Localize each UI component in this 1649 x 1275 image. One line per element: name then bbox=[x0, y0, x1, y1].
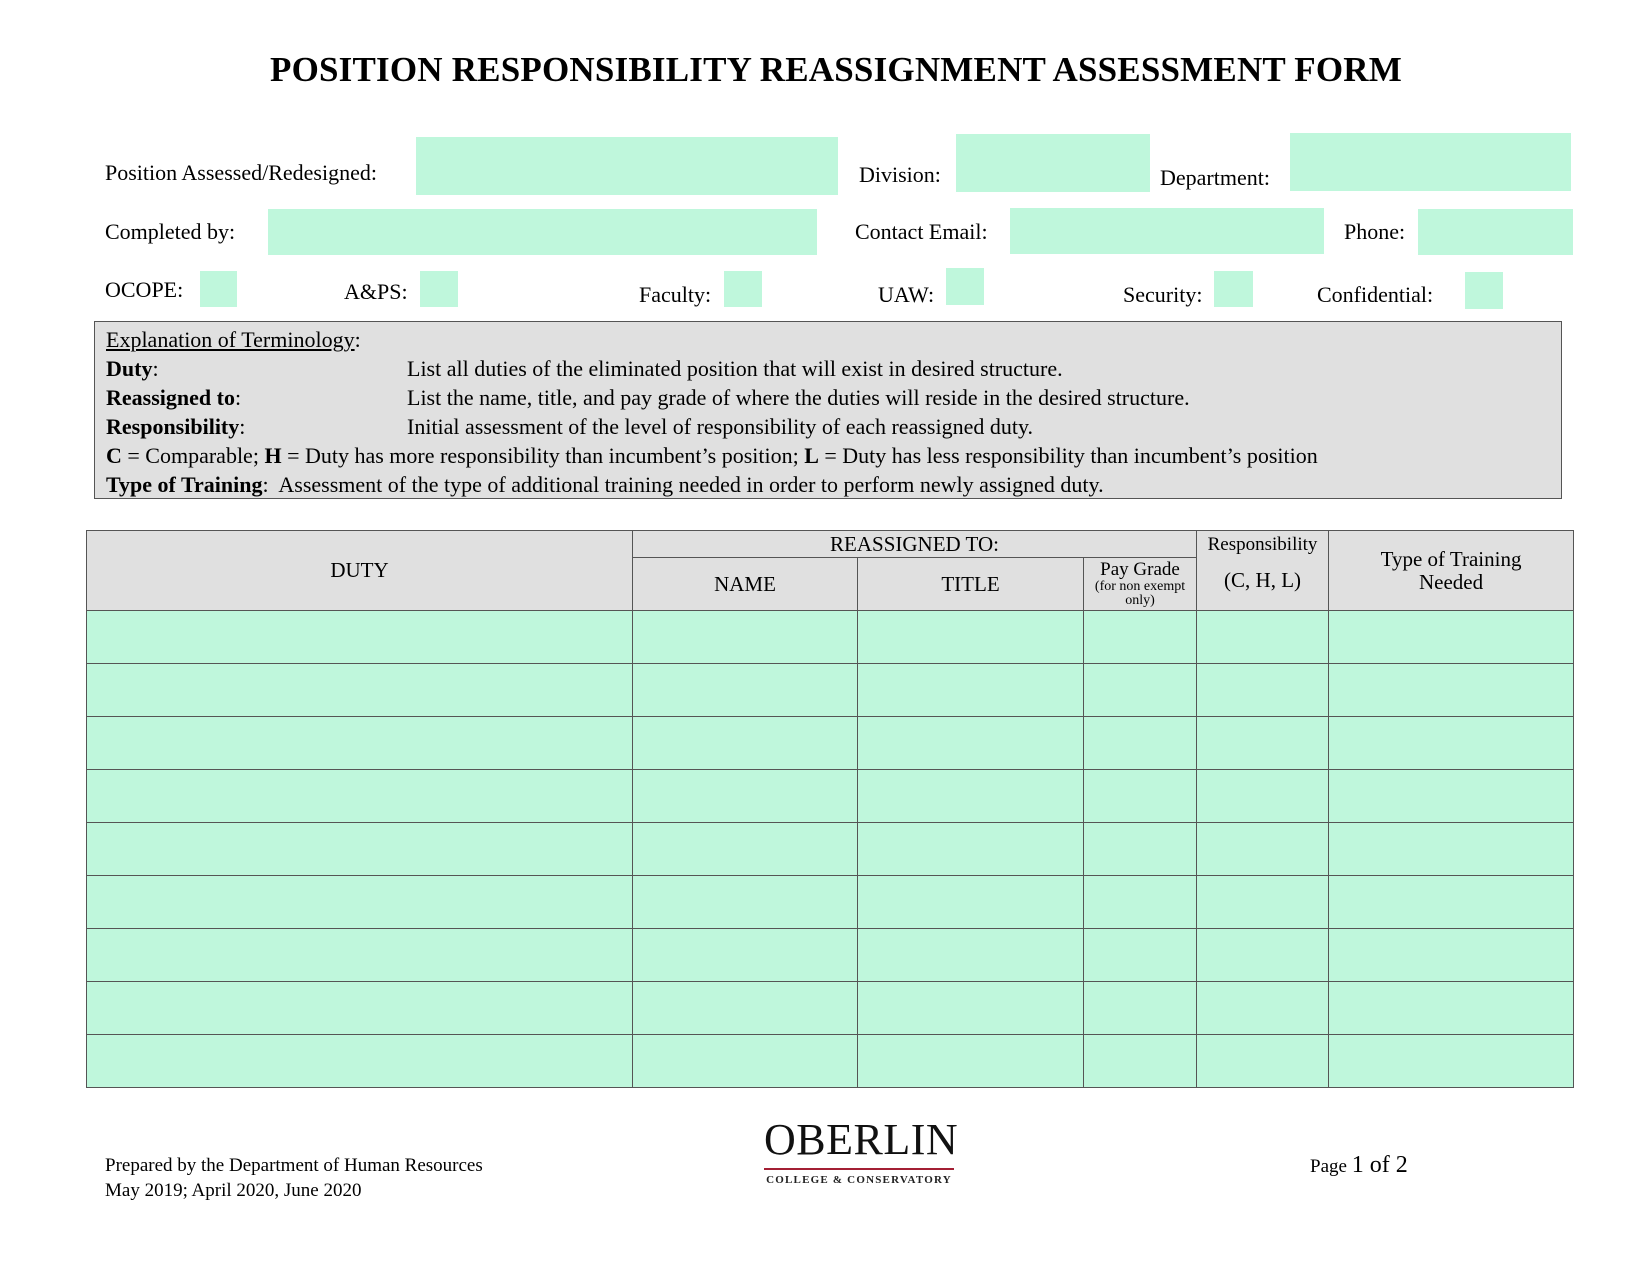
responsibility-cell[interactable] bbox=[1197, 770, 1329, 823]
pay-grade-cell[interactable] bbox=[1084, 1035, 1197, 1088]
pay-grade-cell[interactable] bbox=[1084, 770, 1197, 823]
table-row bbox=[87, 823, 1574, 876]
completed-by-field[interactable] bbox=[268, 209, 817, 255]
form-title: POSITION RESPONSIBILITY REASSIGNMENT ASSESSMENT FORM bbox=[269, 50, 1402, 89]
training-header: Type of Training Needed bbox=[1329, 531, 1574, 611]
title-cell[interactable] bbox=[858, 929, 1084, 982]
responsibility-term: Responsibility bbox=[106, 414, 240, 439]
duty-cell[interactable] bbox=[87, 929, 633, 982]
terminology-box: Explanation of Terminology: Duty: List all duties of the eliminated position that will exist in desired structure. Reassigned to: List the name, title, and pay grade of where the duties will reside in the desired structure. Responsibility: Initial assessment of the level of responsibility of each reassigned duty. C = Comparable; H = Duty has more responsibility than incumbent’s position; L = Duty has less responsibility than incumbent’s position Type of Training: Assessment of the type of additional training needed in order to perform newly assigned duty. bbox=[94, 321, 1562, 499]
training-cell[interactable] bbox=[1329, 1035, 1574, 1088]
training-definition: Assessment of the type of additional training needed in order to perform newly assigned duty. bbox=[278, 472, 1104, 497]
training-cell[interactable] bbox=[1329, 717, 1574, 770]
position-label: Position Assessed/Redesigned: bbox=[105, 160, 377, 185]
ocope-label: OCOPE: bbox=[105, 277, 184, 302]
name-cell[interactable] bbox=[633, 876, 858, 929]
confidential-checkbox[interactable] bbox=[1465, 272, 1503, 309]
completed-by-label: Completed by: bbox=[105, 219, 236, 244]
training-cell[interactable] bbox=[1329, 982, 1574, 1035]
training-cell[interactable] bbox=[1329, 664, 1574, 717]
uaw-label: UAW: bbox=[878, 282, 935, 307]
title-cell[interactable] bbox=[858, 1035, 1084, 1088]
table-row bbox=[87, 876, 1574, 929]
reassigned-header: REASSIGNED TO: bbox=[633, 531, 1197, 558]
pay-grade-cell[interactable] bbox=[1084, 982, 1197, 1035]
table-row bbox=[87, 1035, 1574, 1088]
training-cell[interactable] bbox=[1329, 823, 1574, 876]
department-label: Department: bbox=[1160, 165, 1270, 190]
name-cell[interactable] bbox=[633, 929, 858, 982]
oberlin-logo bbox=[764, 1114, 959, 1186]
revision-dates: May 2019; April 2020, June 2020 bbox=[105, 1180, 362, 1201]
faculty-checkbox[interactable] bbox=[724, 271, 762, 307]
responsibility-cell[interactable] bbox=[1197, 1035, 1329, 1088]
phone-field[interactable] bbox=[1418, 209, 1573, 255]
responsibility-cell[interactable] bbox=[1197, 929, 1329, 982]
title-cell[interactable] bbox=[858, 876, 1084, 929]
pay-grade-header: Pay Grade (for non exempt only) bbox=[1084, 558, 1197, 611]
duty-cell[interactable] bbox=[87, 1035, 633, 1088]
title-cell[interactable] bbox=[858, 823, 1084, 876]
duty-cell[interactable] bbox=[87, 717, 633, 770]
terminology-heading: Explanation of Terminology bbox=[106, 327, 355, 352]
responsibility-cell[interactable] bbox=[1197, 982, 1329, 1035]
table-row bbox=[87, 664, 1574, 717]
training-cell[interactable] bbox=[1329, 929, 1574, 982]
responsibility-definition: Initial assessment of the level of responsibility of each reassigned duty. bbox=[407, 414, 1034, 439]
responsibility-codes: C = Comparable; H = Duty has more responsibility than incumbent’s position; L = Duty has less responsibility than incumbent’s position bbox=[106, 443, 1318, 468]
duty-rows bbox=[87, 611, 1574, 1088]
page-number: Page 1 of 2 bbox=[1310, 1152, 1408, 1178]
duty-term: Duty bbox=[106, 356, 153, 381]
responsibility-header: Responsibility (C, H, L) bbox=[1197, 531, 1329, 611]
responsibility-cell[interactable] bbox=[1197, 611, 1329, 664]
duty-cell[interactable] bbox=[87, 611, 633, 664]
title-cell[interactable] bbox=[858, 770, 1084, 823]
division-label: Division: bbox=[859, 162, 941, 187]
title-cell[interactable] bbox=[858, 717, 1084, 770]
table-row bbox=[87, 929, 1574, 982]
division-field[interactable] bbox=[956, 134, 1150, 192]
duty-cell[interactable] bbox=[87, 664, 633, 717]
training-cell[interactable] bbox=[1329, 876, 1574, 929]
title-cell[interactable] bbox=[858, 664, 1084, 717]
pay-grade-cell[interactable] bbox=[1084, 823, 1197, 876]
position-field[interactable] bbox=[416, 137, 838, 195]
training-cell[interactable] bbox=[1329, 770, 1574, 823]
faculty-label: Faculty: bbox=[639, 282, 712, 307]
prepared-by: Prepared by the Department of Human Resources bbox=[105, 1155, 483, 1176]
reassigned-term: Reassigned to bbox=[106, 385, 235, 410]
name-cell[interactable] bbox=[633, 823, 858, 876]
responsibility-cell[interactable] bbox=[1197, 717, 1329, 770]
security-label: Security: bbox=[1123, 282, 1203, 307]
reassigned-definition: List the name, title, and pay grade of where the duties will reside in the desired structure. bbox=[407, 385, 1190, 410]
table-row bbox=[87, 717, 1574, 770]
uaw-checkbox[interactable] bbox=[946, 268, 984, 305]
name-cell[interactable] bbox=[633, 717, 858, 770]
responsibility-cell[interactable] bbox=[1197, 823, 1329, 876]
name-header: NAME bbox=[633, 558, 858, 611]
email-label: Contact Email: bbox=[855, 219, 988, 244]
table-row bbox=[87, 770, 1574, 823]
pay-grade-cell[interactable] bbox=[1084, 717, 1197, 770]
ocope-checkbox[interactable] bbox=[200, 271, 237, 307]
name-cell[interactable] bbox=[633, 1035, 858, 1088]
table-row bbox=[87, 611, 1574, 664]
responsibility-cell[interactable] bbox=[1197, 664, 1329, 717]
security-checkbox[interactable] bbox=[1214, 271, 1253, 307]
responsibility-cell[interactable] bbox=[1197, 876, 1329, 929]
logo-subtitle: COLLEGE & CONSERVATORY bbox=[766, 1173, 952, 1186]
confidential-label: Confidential: bbox=[1317, 282, 1434, 307]
aps-label: A&PS: bbox=[344, 279, 408, 304]
name-cell[interactable] bbox=[633, 664, 858, 717]
duty-header: DUTY bbox=[87, 531, 633, 611]
email-field[interactable] bbox=[1010, 208, 1324, 254]
pay-grade-cell[interactable] bbox=[1084, 611, 1197, 664]
aps-checkbox[interactable] bbox=[420, 271, 458, 307]
training-term: Type of Training bbox=[106, 472, 263, 497]
duty-cell[interactable] bbox=[87, 770, 633, 823]
duties-table bbox=[86, 530, 1574, 1088]
phone-label: Phone: bbox=[1344, 219, 1406, 244]
name-cell[interactable] bbox=[633, 770, 858, 823]
logo-wordmark: OBERLIN bbox=[764, 1115, 959, 1164]
title-header: TITLE bbox=[858, 558, 1084, 611]
training-cell[interactable] bbox=[1329, 611, 1574, 664]
pay-grade-cell[interactable] bbox=[1084, 929, 1197, 982]
duty-cell[interactable] bbox=[87, 876, 633, 929]
name-cell[interactable] bbox=[633, 611, 858, 664]
duty-cell[interactable] bbox=[87, 823, 633, 876]
title-cell[interactable] bbox=[858, 982, 1084, 1035]
title-cell[interactable] bbox=[858, 611, 1084, 664]
pay-grade-cell[interactable] bbox=[1084, 876, 1197, 929]
table-row bbox=[87, 982, 1574, 1035]
name-cell[interactable] bbox=[633, 982, 858, 1035]
pay-grade-cell[interactable] bbox=[1084, 664, 1197, 717]
duty-definition: List all duties of the eliminated position that will exist in desired structure. bbox=[407, 356, 1063, 381]
duty-cell[interactable] bbox=[87, 982, 633, 1035]
department-field[interactable] bbox=[1290, 133, 1571, 191]
